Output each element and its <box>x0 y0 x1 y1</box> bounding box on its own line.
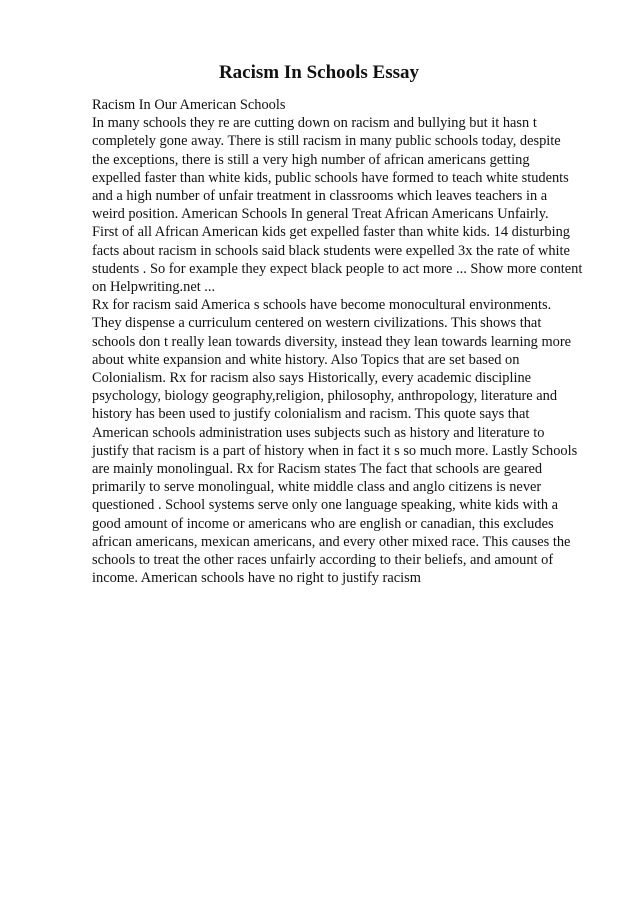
text-line: expelled faster than white kids, public schools have formed to teach white students <box>92 169 569 186</box>
text-line: the exceptions, there is still a very high number of african americans getting <box>92 151 530 168</box>
text-line: on Helpwriting.net ... <box>92 279 216 296</box>
text-line: First of all African American kids get expelled faster than white kids. 14 disturbing <box>92 224 570 241</box>
text-line: are mainly monolingual. Rx for Racism states The fact that schools are geared <box>92 461 543 478</box>
text-line: students . So for example they expect black people to act more ... Show more content <box>92 260 583 277</box>
text-line: facts about racism in schools said black students were expelled 3x the rate of white <box>92 242 570 259</box>
essay-body <box>92 96 583 587</box>
text-line: In many schools they re are cutting down on racism and bullying but it hasn t <box>92 115 537 132</box>
text-line: justify that racism is a part of history when in fact it s so much more. Lastly Schools <box>92 442 578 459</box>
text-line: Colonialism. Rx for racism also says Historically, every academic discipline <box>92 370 532 387</box>
text-line: schools to treat the other races unfairly according to their beliefs, and amount of <box>92 552 554 569</box>
text-line: primarily to serve monolingual, white middle class and anglo citizens is never <box>92 479 542 496</box>
essay-subtitle: Racism In Our American Schools <box>92 97 286 113</box>
text-line: weird position. American Schools In general Treat African Americans Unfairly. <box>92 206 549 223</box>
page-title: Racism In Schools Essay <box>218 62 420 83</box>
text-line: schools don t really lean towards diversity, instead they lean towards learning more <box>92 333 572 350</box>
text-line: good amount of income or americans who are english or canadian, this excludes <box>92 515 554 532</box>
text-line: Rx for racism said America s schools have become monocultural environments. <box>92 297 552 314</box>
text-line: income. American schools have no right to justify racism <box>92 570 421 587</box>
text-line: history has been used to justify colonialism and racism. This quote says that <box>92 406 530 423</box>
text-line: african americans, mexican americans, and every other mixed race. This causes the <box>92 533 571 550</box>
text-line: about white expansion and white history. Also Topics that are set based on <box>92 351 520 368</box>
text-line: American schools administration uses subjects such as history and literature to <box>92 424 545 441</box>
text-line: completely gone away. There is still racism in many public schools today, despite <box>92 133 561 150</box>
text-line: psychology, biology geography,religion, philosophy, anthropology, literature and <box>92 388 558 405</box>
text-line: They dispense a curriculum centered on western civilizations. This shows that <box>92 315 542 332</box>
text-line: and a high number of unfair treatment in classrooms which leaves teachers in a <box>92 188 548 205</box>
text-line: questioned . School systems serve only one language speaking, white kids with a <box>92 497 559 514</box>
